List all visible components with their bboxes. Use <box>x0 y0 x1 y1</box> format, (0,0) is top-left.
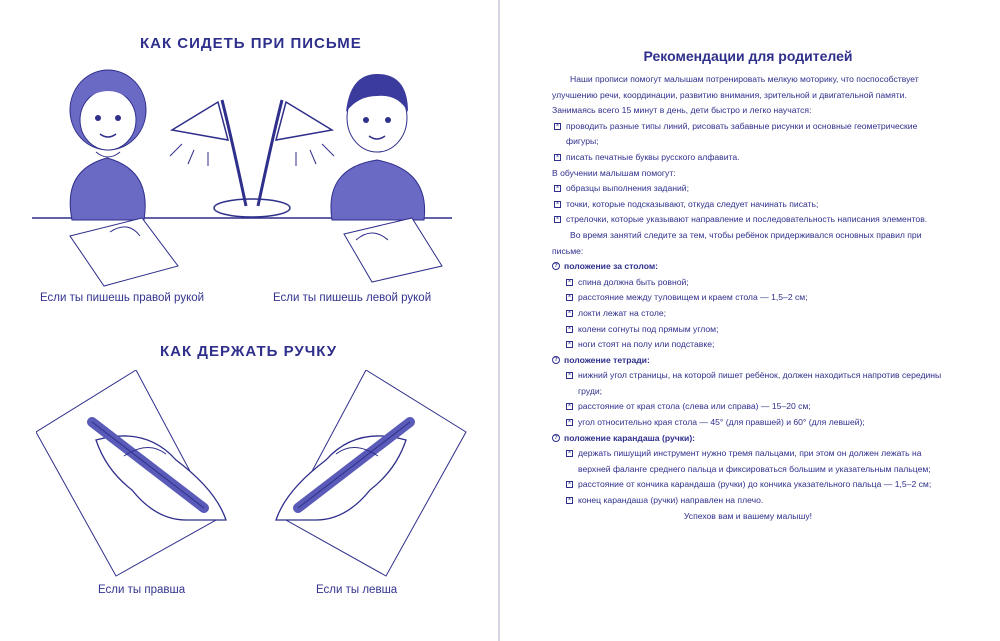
checkbox-bullet-icon: × <box>555 216 560 223</box>
circle-bullet-icon: ? <box>552 262 560 270</box>
rule-item: × угол относительно края стола — 45° (для правшей) и 60° (для левшей); <box>567 417 865 428</box>
boy-paper <box>344 218 442 282</box>
learn-item: × писать печатные буквы русского алфавита. <box>555 151 740 162</box>
checkbox-bullet-icon: × <box>567 294 572 301</box>
rule-item: × спина должна быть ровной; <box>567 276 689 287</box>
checkbox-bullet-icon: × <box>567 403 572 410</box>
rule-item: × ноги стоят на полу или подставке; <box>567 339 715 350</box>
rules-intro: Во время занятий следите за тем, чтобы ребёнок придерживался основных правил при письме: <box>552 229 922 256</box>
closing-line: Успехов вам и вашему малышу! <box>683 510 813 521</box>
section-title-pen: КАК ДЕРЖАТЬ РУЧКУ <box>160 343 338 360</box>
checkbox-bullet-icon: × <box>567 372 572 379</box>
checkbox-bullet-icon: × <box>567 450 572 457</box>
section-heading: ? положение за столом: <box>552 259 944 275</box>
caption-left-hand: Если ты пишешь левой рукой <box>273 292 432 304</box>
checkbox-bullet-icon: × <box>555 200 560 207</box>
boy-figure <box>331 74 425 220</box>
checkbox-bullet-icon: × <box>567 419 572 426</box>
recommendations-body <box>552 72 944 524</box>
checkbox-bullet-icon: × <box>567 325 572 332</box>
checkbox-bullet-icon: × <box>567 341 572 348</box>
desk-lamp <box>170 100 334 217</box>
rule-item: × нижний угол страницы, на которой пишет ребёнок, должен находиться напротив середины груди; <box>567 370 942 396</box>
rule-item: × колени согнуты под прямым углом; <box>567 323 719 334</box>
page-divider <box>498 0 500 641</box>
caption-right-hand: Если ты пишешь правой рукой <box>40 292 205 304</box>
section-title-sitting: КАК СИДЕТЬ ПРИ ПИСЬМЕ <box>140 35 362 52</box>
caption-lefty: Если ты левша <box>316 584 398 596</box>
parents-recommendations <box>552 48 944 524</box>
recommendations-title: Рекомендации для родителей <box>643 48 853 64</box>
caption-righty: Если ты правша <box>98 584 186 596</box>
rule-item: × расстояние между туловищем и краем стола — 1,5–2 см; <box>567 292 808 303</box>
checkbox-bullet-icon: × <box>567 497 572 504</box>
rule-item: × держать пишущий инструмент нужно тремя пальцами, при этом он должен лежать на верхней фаланге среднего пальца и фиксироваться большим и указательным пальцем; <box>567 448 931 474</box>
sitting-illustration <box>32 60 472 288</box>
intro-paragraph: Наши прописи помогут малышам потренировать мелкую моторику, что поспособствует улучшению речи, координации, развитию внимания, зрительной и двигательной памяти. Занимаясь всего 15 минут в день, дети быстро и легко научатся: <box>552 74 919 116</box>
pen-grip-illustration <box>36 370 476 580</box>
rule-item: × расстояние от края стола (слева или справа) — 15–20 см; <box>567 401 811 412</box>
section-heading: ? положение тетради: <box>552 353 944 369</box>
circle-bullet-icon: ? <box>552 356 560 364</box>
rule-item: × конец карандаша (ручки) направлен на плечо. <box>567 495 764 506</box>
circle-bullet-icon: ? <box>552 434 560 442</box>
checkbox-bullet-icon: × <box>555 185 560 192</box>
learn-item: × проводить разные типы линий, рисовать забавные рисунки и основные геометрические фигуры; <box>555 120 918 147</box>
rule-item: × локти лежат на столе; <box>567 307 667 318</box>
help-intro: В обучении малышам помогут: <box>552 167 676 178</box>
girl-figure <box>70 70 146 220</box>
section-heading: ? положение карандаша (ручки): <box>552 431 944 447</box>
checkbox-bullet-icon: × <box>555 122 560 129</box>
rule-item: × расстояние от кончика карандаша (ручки) до кончика указательного пальца — 1,5–2 см; <box>567 479 932 490</box>
checkbox-bullet-icon: × <box>567 481 572 488</box>
help-item: × образцы выполнения заданий; <box>555 183 689 194</box>
help-item: × точки, которые подсказывают, откуда следует начинать писать; <box>555 198 819 209</box>
checkbox-bullet-icon: × <box>567 309 572 316</box>
checkbox-bullet-icon: × <box>555 153 560 160</box>
help-item: × стрелочки, которые указывают направление и последовательность написания элементов. <box>555 214 928 225</box>
checkbox-bullet-icon: × <box>567 278 572 285</box>
